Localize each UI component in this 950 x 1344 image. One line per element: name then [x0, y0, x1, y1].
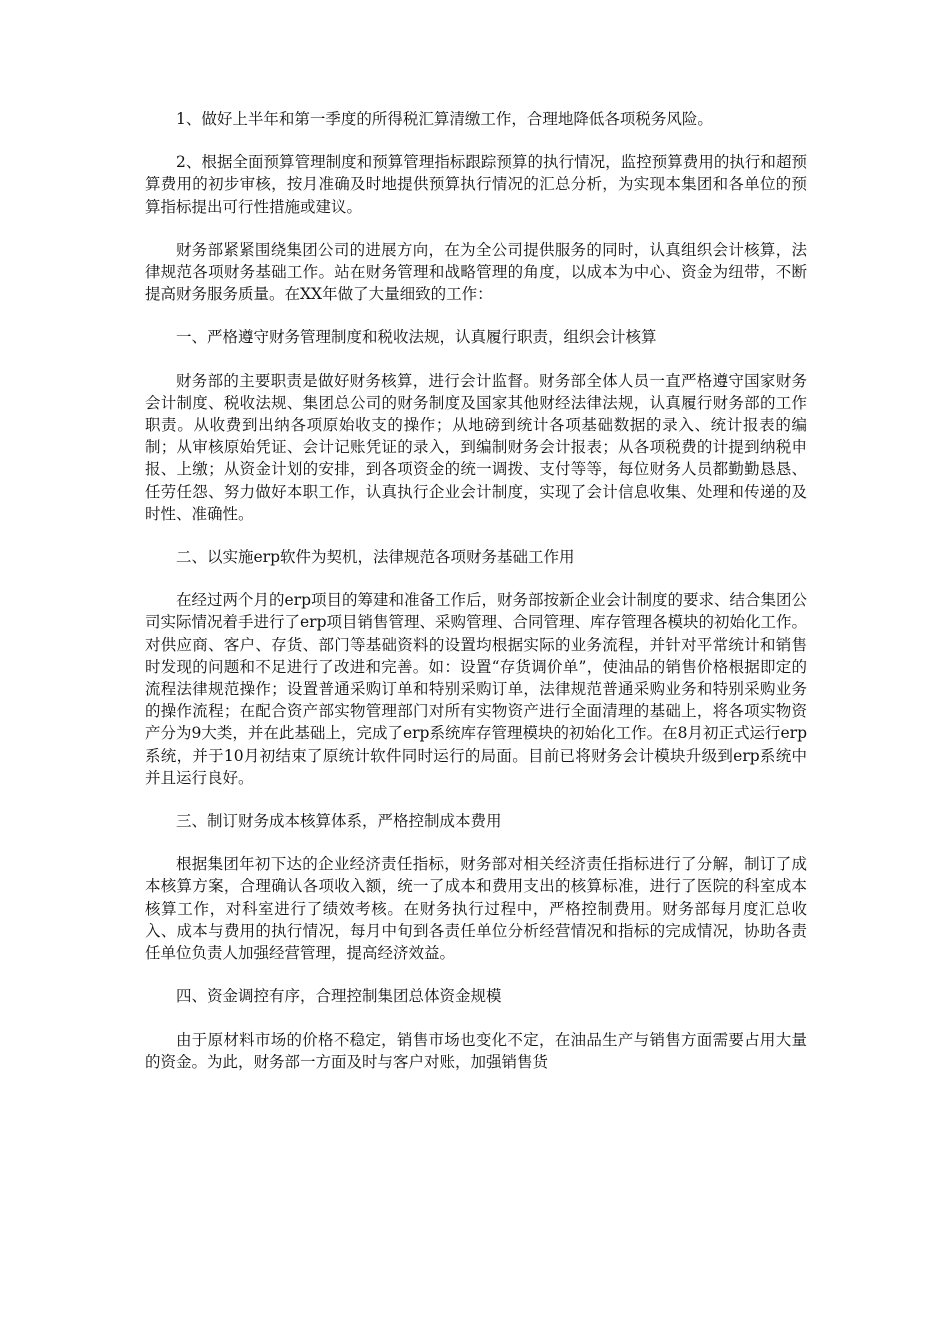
section-heading-3: 三、制订财务成本核算体系，严格控制成本费用: [176, 812, 502, 831]
paragraph-section-4: 由于原材料市场的价格不稳定，销售市场也变化不定，在油品生产与销售方面需要占用大量的资金。为此，财务部一方面及时与客户对账，加强销售货: [145, 1030, 807, 1071]
paragraph-budget-monitoring: 2、根据全面预算管理制度和预算管理指标跟踪预算的执行情况，监控预算费用的执行和超预算费用的初步审核，按月准确及时地提供预算执行情况的汇总分析，为实现本集团和各单位的预算指标提出可行性措施或建议。: [145, 153, 807, 216]
paragraph-introduction: 财务部紧紧围绕集团公司的进展方向，在为全公司提供服务的同时，认真组织会计核算，法律规范各项财务基础工作。站在财务管理和战略管理的角度，以成本为中心、资金为纽带，不断提高财务服务质量。在XX年做了大量细致的工作：: [145, 240, 807, 304]
paragraph-section-1: 财务部的主要职责是做好财务核算，进行会计监督。财务部全体人员一直严格遵守国家财务会计制度、税收法规、集团总公司的财务制度及国家其他财经法律法规，认真履行财务部的工作职责。从收费到出纳各项原始收支的操作；从地磅到统计各项基础数据的录入、统计报表的编制；从审核原始凭证、会计记账凭证的录入，到编制财务会计报表；从各项税费的计提到纳税申报、上缴；从资金计划的安排，到各项资金的统一调拨、支付等等，每位财务人员都勤勤恳恳、任劳任怨、努力做好本职工作，认真执行企业会计制度，实现了会计信息收集、处理和传递的及时性、准确性。: [145, 371, 807, 523]
paragraph-section-3: 根据集团年初下达的企业经济责任指标，财务部对相关经济责任指标进行了分解，制订了成本核算方案，合理确认各项收入额，统一了成本和费用支出的核算标准，进行了医院的科室成本核算工作，对科室进行了绩效考核。在财务执行过程中，严格控制费用。财务部每月度汇总收入、成本与费用的执行情况，每月中旬到各责任单位分析经营情况和指标的完成情况，协助各责任单位负责人加强经营管理，提高经济效益。: [145, 855, 807, 963]
section-heading-4: 四、资金调控有序，合理控制集团总体资金规模: [176, 987, 502, 1006]
paragraph-tax-settlement: 1、做好上半年和第一季度的所得税汇算清缴工作，合理地降低各项税务风险。: [176, 110, 713, 128]
paragraph-section-2: 在经过两个月的erp项目的筹建和准备工作后，财务部按新企业会计制度的要求、结合集团公司实际情况着手进行了erp项目销售管理、采购管理、合同管理、库存管理各模块的初始化工作。对供应商、客户、存货、部门等基础资料的设置均根据实际的业务流程，并针对平常统计和销售时发现的问题和不足进行了改进和完善。如：设置“存货调价单”，使油品的销售价格根据即定的流程法律规范操作；设置普通采购订单和特别采购订单，法律规范普通采购业务和特别采购业务的操作流程；在配合资产部实物管理部门对所有实物资产进行全面清理的基础上，将各项实物资产分为9大类，并在此基础上，完成了erp系统库存管理模块的初始化工作。在8月初正式运行erp系统，并于10月初结束了原统计软件同时运行的局面。目前已将财务会计模块升级到erp系统中并且运行良好。: [145, 591, 808, 787]
section-heading-1: 一、严格遵守财务管理制度和税收法规，认真履行职责，组织会计核算: [176, 328, 657, 347]
section-heading-2: 二、以实施erp软件为契机，法律规范各项财务基础工作用: [176, 548, 575, 567]
document-body: [145, 108, 807, 1094]
